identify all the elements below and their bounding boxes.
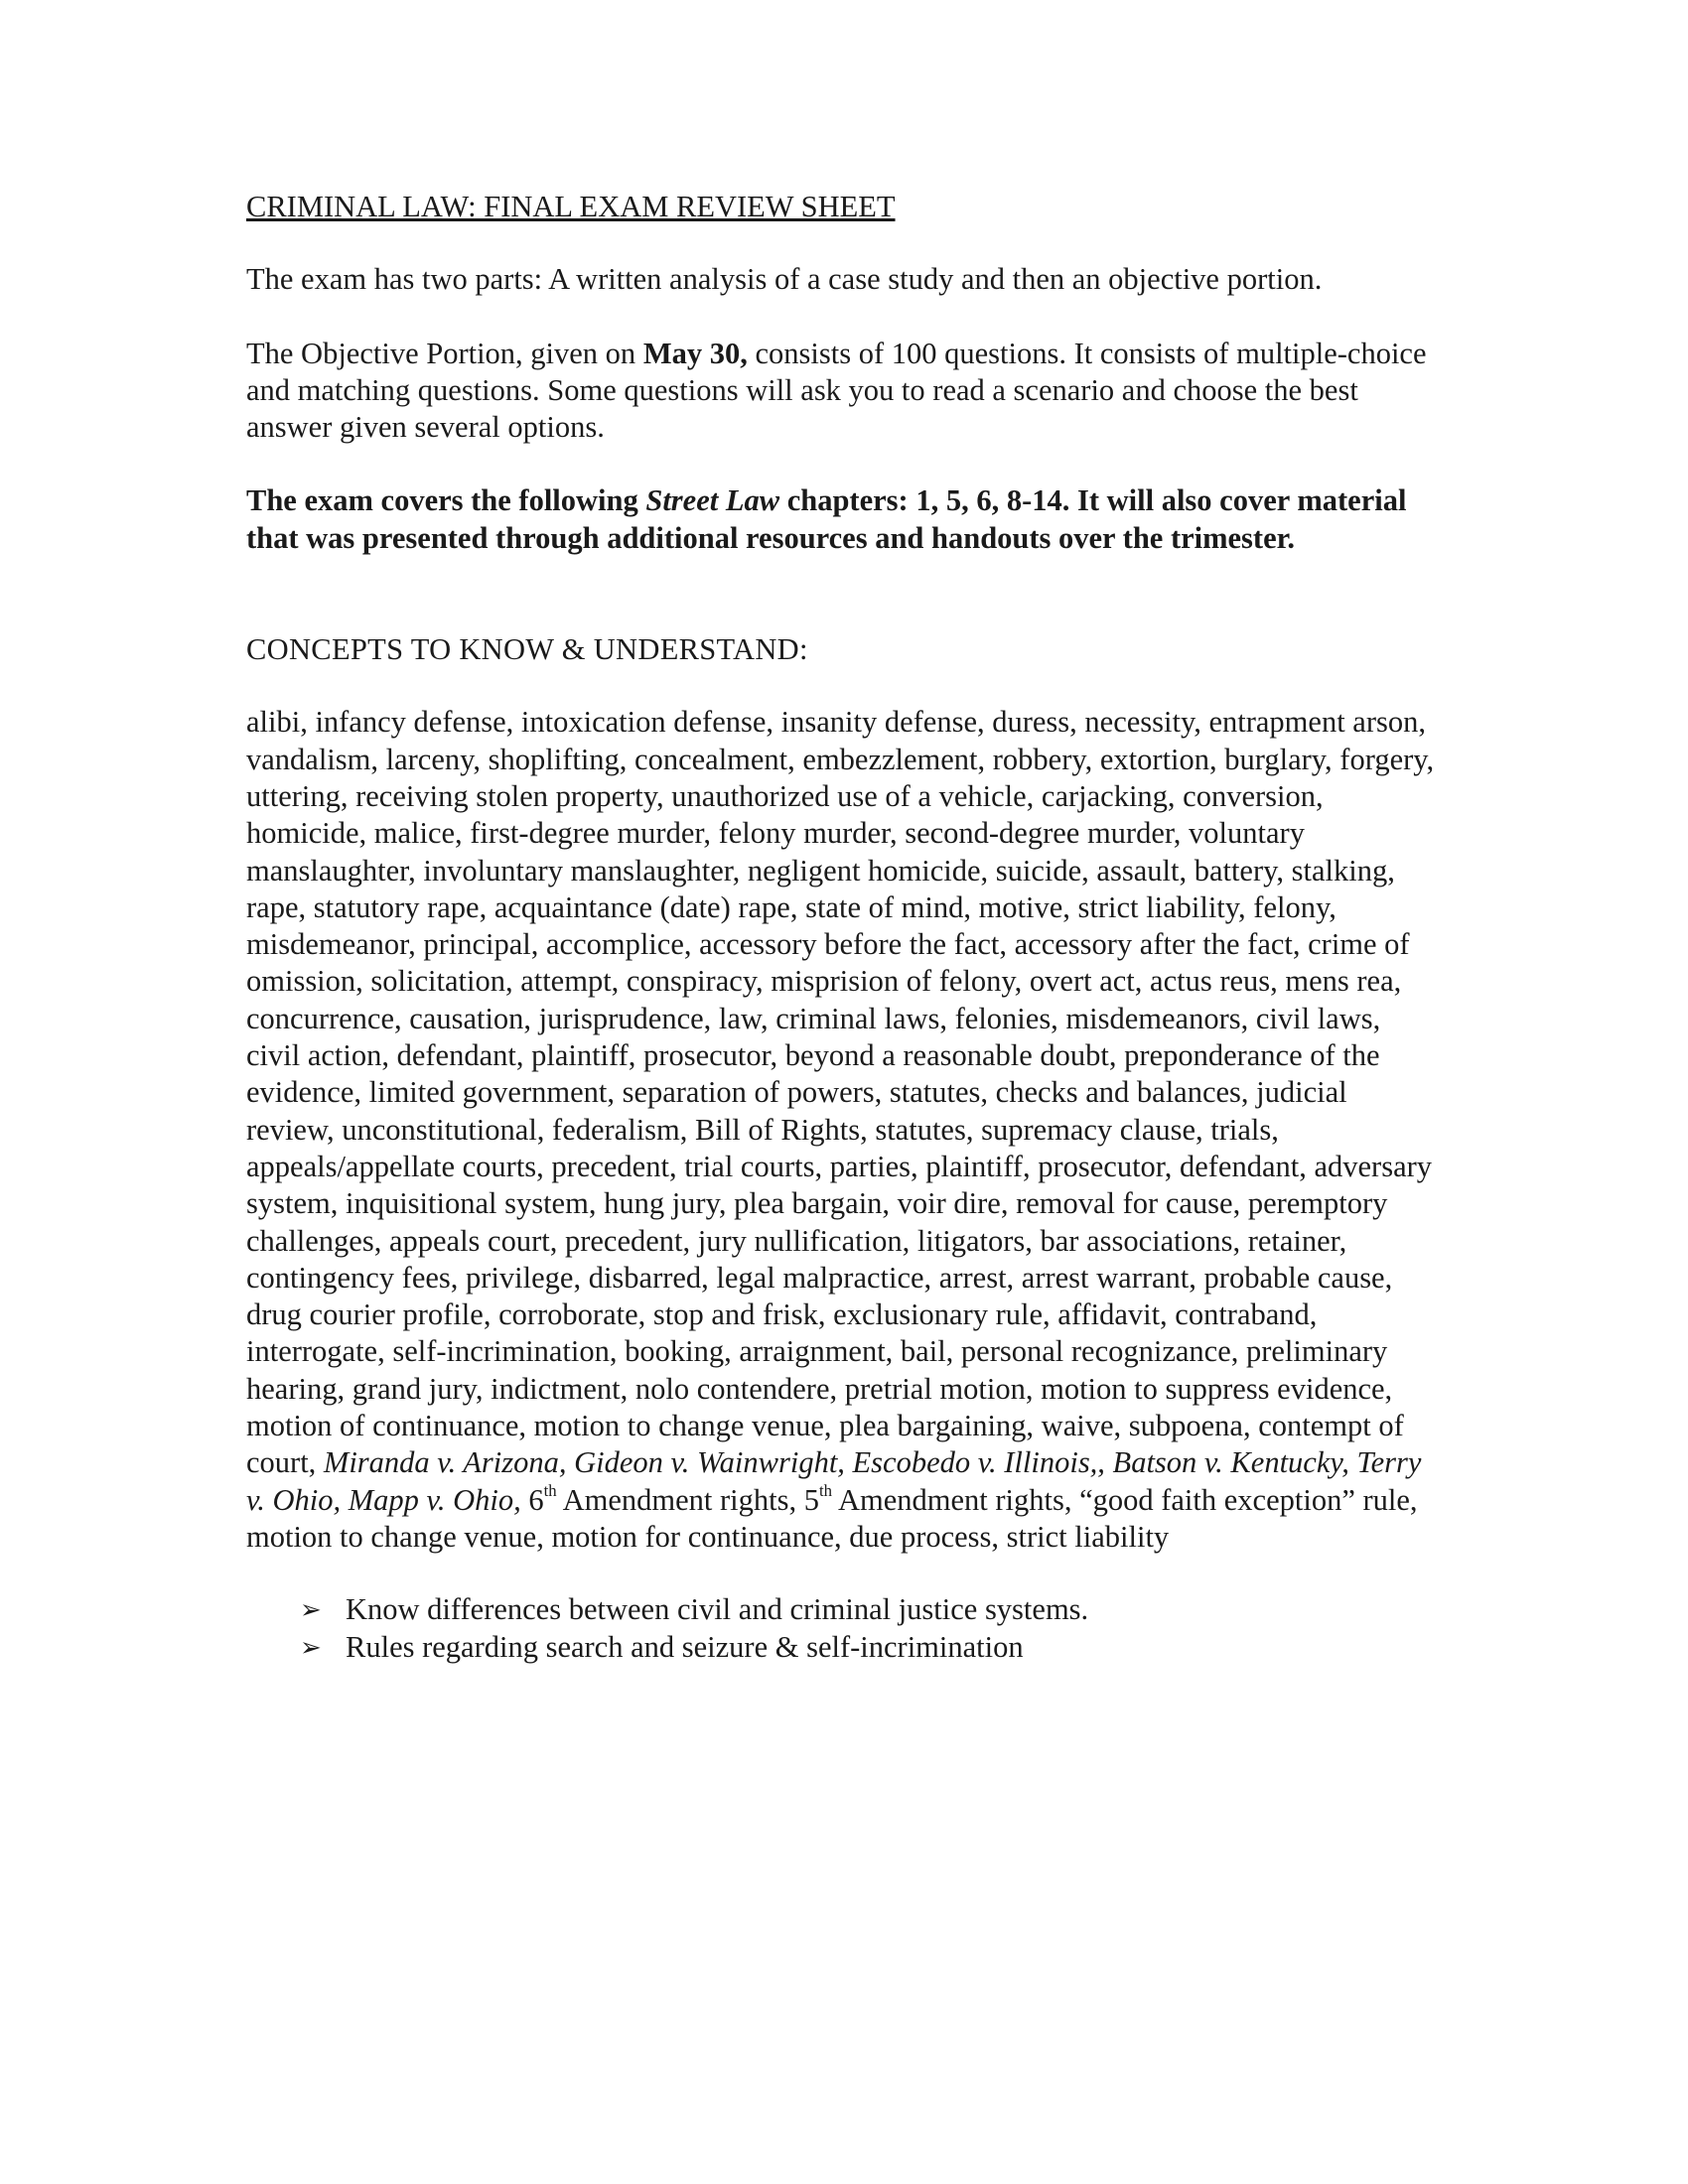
objective-text-start: The Objective Portion, given on [246, 336, 643, 370]
concepts-heading: CONCEPTS TO KNOW & UNDERSTAND: [246, 632, 808, 667]
coverage-text-end: chapters: 1, 5, 6, 8-14. It will also cover material that was presented through additional resources and handouts over the trimester. [246, 483, 1407, 555]
sixth-amendment-number: 6 [528, 1482, 544, 1517]
coverage-paragraph [246, 482, 1438, 557]
coverage-text-start: The exam covers the following [246, 483, 646, 518]
case-names: Miranda v. Arizona, Gideon v. Wainwright, Escobedo v. Illinois,, Batson v. Kentucky, Terry v. Ohio, Mapp v. Ohio, [246, 1445, 1422, 1517]
sixth-amendment-text: Amendment rights, [556, 1482, 804, 1517]
bullet-item [300, 1591, 1438, 1628]
page-title: CRIMINAL LAW: FINAL EXAM REVIEW SHEET [246, 190, 896, 223]
concepts-list [246, 704, 1438, 1556]
fifth-ordinal-suffix: th [818, 1480, 833, 1500]
bullet-text: Rules regarding search and seizure & self-incrimination [346, 1629, 1024, 1664]
concepts-tail-text: Amendment rights, “good faith exception” rule, motion to change venue, motion for continuance, due process, strict liability [246, 1482, 1418, 1554]
arrowhead-bullet-icon: ➢ [300, 1595, 322, 1625]
document-body [246, 189, 1438, 1666]
exam-date: May 30, [642, 336, 748, 370]
intro-paragraph: The exam has two parts: A written analysis of a case study and then an objective portion. [246, 262, 1323, 297]
concepts-main-text: alibi, infancy defense, intoxication defense, insanity defense, duress, necessity, entrapment arson, vandalism, larceny, shoplifting, concealment, embezzlement, robbery, extortion, burglary, forgery, uttering, receiving stolen property, unauthorized use of a vehicle, carjacking, conversion, homicide, malice, first-degree murder, felony murder, second-degree murder, voluntary manslaughter, involuntary manslaughter, negligent homicide, suicide, assault, battery, stalking, rape, statutory rape, acquaintance (date) rape, state of mind, motive, strict liability, felony, misdemeanor, principal, accomplice, accessory before the fact, accessory after the fact, crime of omission, solicitation, attempt, conspiracy, misprision of felony, overt act, actus reus, mens rea, concurrence, causation, jurisprudence, law, criminal laws, felonies, misdemeanors, civil laws, civil action, defendant, plaintiff, prosecutor, beyond a reasonable doubt, preponderance of the evidence, limited government, separation of powers, statutes, checks and balances, judicial review, unconstitutional, federalism, Bill of Rights, statutes, supremacy clause, trials, appeals/appellate courts, precedent, trial courts, parties, plaintiff, prosecutor, defendant, adversary system, inquisitional system, hung jury, plea bargain, voir dire, removal for cause, peremptory challenges, appeals court, precedent, jury nullification, litigators, bar associations, retainer, contingency fees, privilege, disbarred, legal malpractice, arrest, arrest warrant, probable cause, drug courier profile, corroborate, stop and frisk, exclusionary rule, affidavit, contraband, interrogate, self-incrimination, booking, arraignment, bail, personal recognizance, preliminary hearing, grand jury, indictment, nolo contendere, pretrial motion, motion to suppress evidence, motion of continuance, motion to change venue, plea bargaining, waive, subpoena, contempt of court, [246, 705, 1435, 1480]
book-title: Street Law [645, 483, 780, 518]
objective-text-end: consists of 100 questions. It consists of multiple-choice and matching questions. Some questions will ask you to read a scenario and choose the best answer given several options. [246, 336, 1427, 445]
sixth-ordinal-suffix: th [543, 1480, 557, 1500]
fifth-amendment-number: 5 [803, 1482, 819, 1517]
objective-paragraph [246, 336, 1438, 447]
bullet-item [300, 1629, 1438, 1666]
bullet-text: Know differences between civil and criminal justice systems. [346, 1592, 1089, 1627]
bullet-list [246, 1591, 1438, 1666]
arrowhead-bullet-icon: ➢ [300, 1632, 322, 1662]
